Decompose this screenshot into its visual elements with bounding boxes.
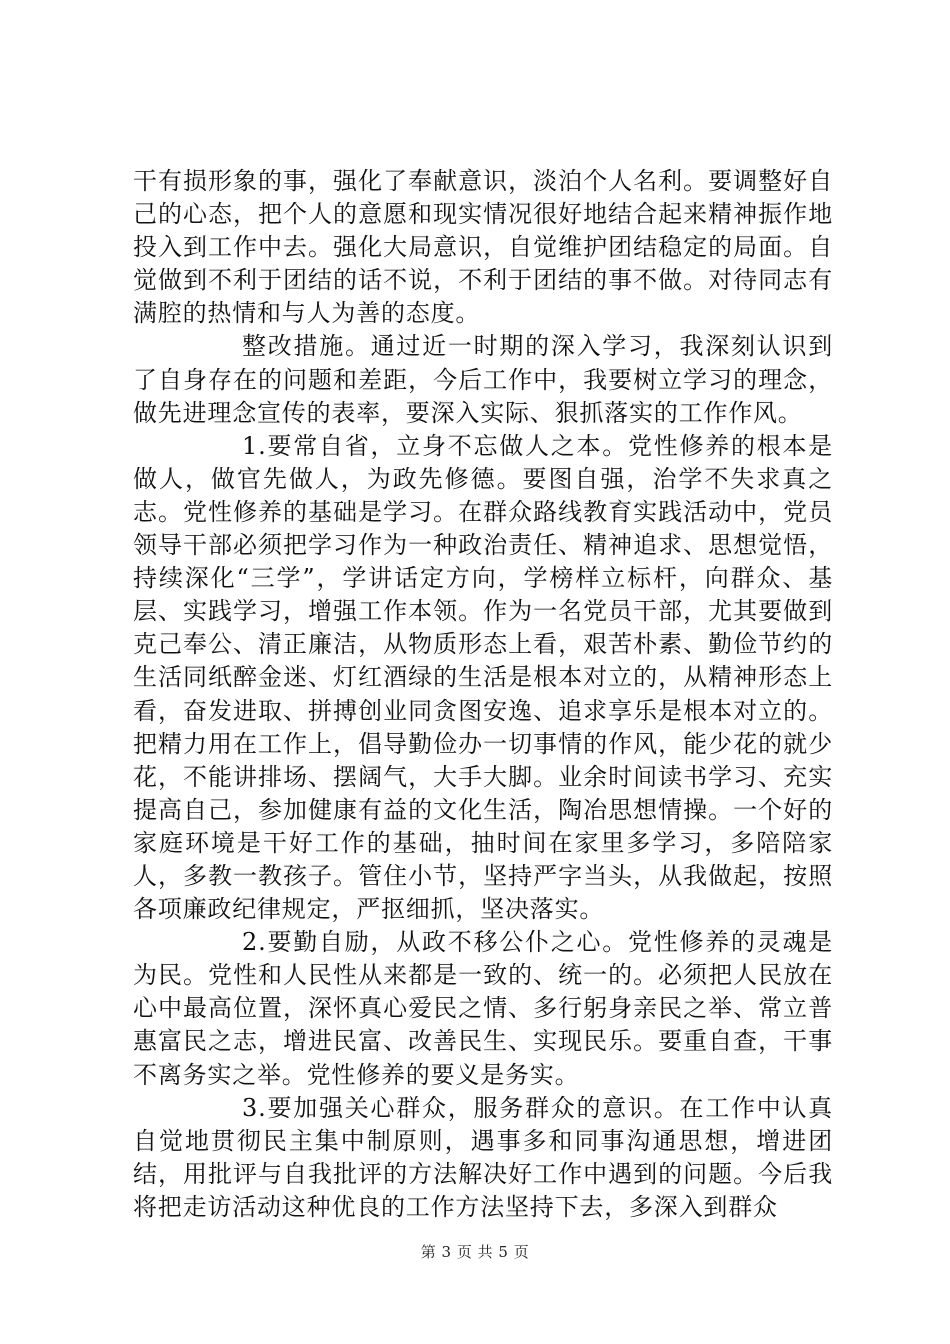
paragraph-rectification-measures: 整改措施。通过近一时期的深入学习，我深刻认识到了自身存在的问题和差距，今后工作中，我要树立学习的理念，做先进理念宣传的表率，要深入实际、狠抓落实的工作作风。 [133,332,833,427]
paragraph-item-3: 3.要加强关心群众，服务群众的意识。在工作中认真自觉地贯彻民主集中制原则，遇事多和同事沟通思想，增进团结，用批评与自我批评的方法解决好工作中遇到的问题。今后我将把走访活动这种优良的工作方法坚持下去，多深入到群众 [133,1093,833,1221]
document-body [133,165,833,1224]
page-number-footer: 第 3 页 共 5 页 [420,1243,530,1261]
paragraph-item-1: 1.要常自省，立身不忘做人之本。党性修养的根本是做人，做官先做人，为政先修德。要图自强，治学不失求真之志。党性修养的基础是学习。在群众路线教育实践活动中，党员领导干部必须把学习作为一种政治责任、精神追求、思想觉悟，持续深化“三学”，学讲话定方向，学榜样立标杆，向群众、基层、实践学习，增强工作本领。作为一名党员干部，尤其要做到克己奉公、清正廉洁，从物质形态上看，艰苦朴素、勤俭节约的生活同纸醉金迷、灯红酒绿的生活是根本对立的，从精神形态上看，奋发进取、拼搏创业同贪图安逸、追求享乐是根本对立的。把精力用在工作上，倡导勤俭办一切事情的作风，能少花的就少花，不能讲排场、摆阔气，大手大脚。业余时间读书学习、充实提高自己，参加健康有益的文化生活，陶冶思想情操。一个好的家庭环境是干好工作的基础，抽时间在家里多学习，多陪陪家人，多教一教孩子。管住小节，坚持严字当头，从我做起，按照各项廉政纪律规定，严抠细抓，坚决落实。 [133,431,833,924]
paragraph-item-2: 2.要勤自励，从政不移公仆之心。党性修养的灵魂是为民。党性和人民性从来都是一致的、统一的。必须把人民放在心中最高位置，深怀真心爱民之情、多行躬身亲民之举、常立普惠富民之志，增进民富、改善民生、实现民乐。要重自查，干事不离务实之举。党性修养的要义是务实。 [133,928,833,1089]
paragraph-continuation: 干有损形象的事，强化了奉献意识，淡泊个人名利。要调整好自己的心态，把个人的意愿和现实情况很好地结合起来精神振作地投入到工作中去。强化大局意识，自觉维护团结稳定的局面。自觉做到不利于团结的话不说，不利于团结的事不做。对待同志有满腔的热情和与人为善的态度。 [133,167,833,328]
